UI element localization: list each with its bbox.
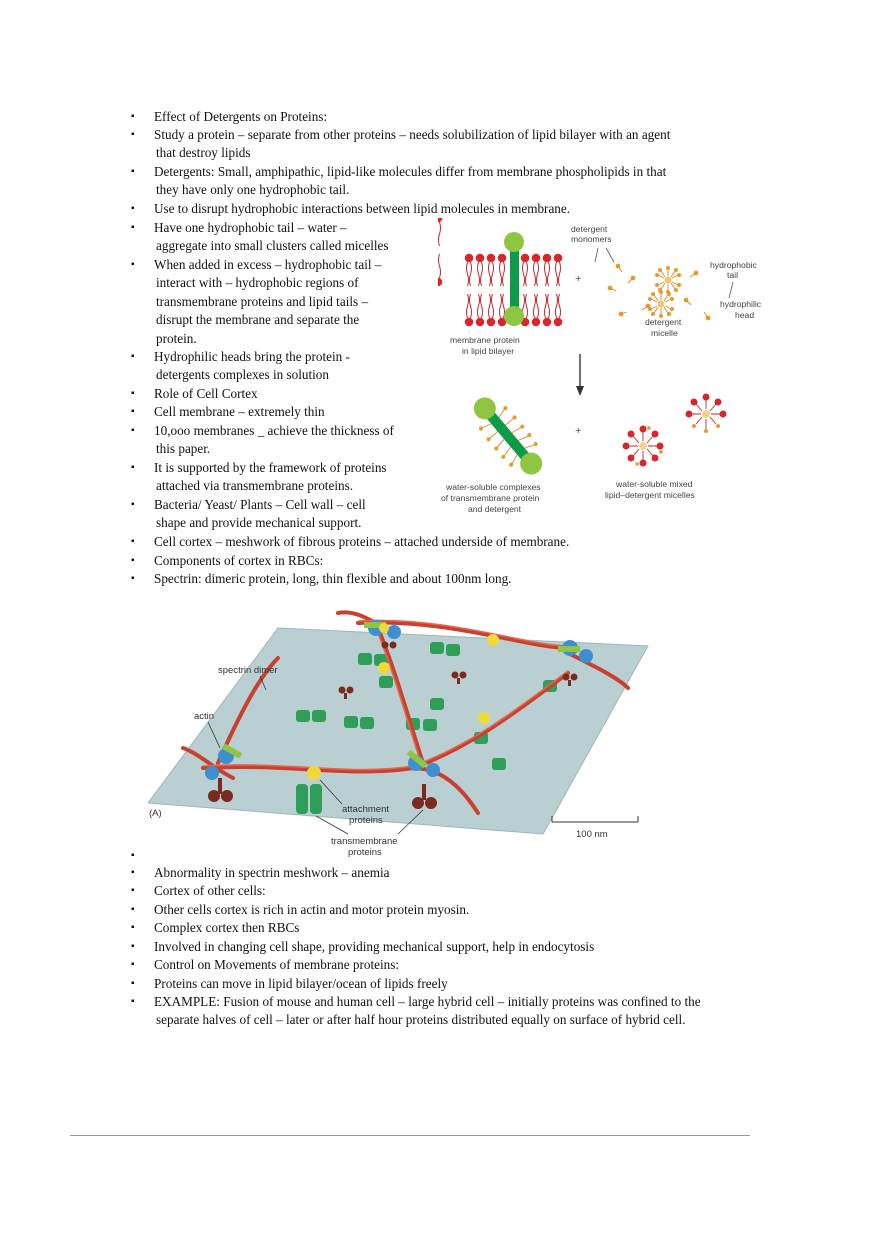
bullet-item	[131, 403, 441, 421]
bullet-text: Role of Cell Cortex	[154, 386, 258, 401]
bullet-item	[131, 163, 751, 200]
bullet-text-cont: this paper.	[156, 441, 211, 457]
bullet-marker: ▪	[131, 978, 135, 989]
bullet-text: It is supported by the framework of proteins	[154, 460, 387, 475]
bullet-item	[131, 422, 441, 459]
arrow-down-icon	[576, 354, 584, 396]
bullet-item	[131, 385, 441, 403]
bullet-text-cont: disrupt the membrane and separate the	[156, 312, 360, 328]
bullet-marker: ▪	[131, 259, 135, 270]
bullet-text-cont: attached via transmembrane proteins.	[156, 478, 354, 494]
label-attachment-proteins-2: proteins	[349, 815, 383, 826]
bullet-text: Spectrin: dimeric protein, long, thin flexible and about 100nm long.	[154, 571, 512, 586]
label-hydrophobic-tail: hydrophobic	[710, 260, 757, 270]
bullet-text: Bacteria/ Yeast/ Plants – Cell wall – cell	[154, 497, 366, 512]
label-complex-2: of transmembrane protein	[441, 493, 540, 503]
bullet-item	[131, 126, 751, 163]
bullet-marker: ▪	[131, 425, 135, 436]
label-hydrophilic-head: hydrophilic	[720, 299, 762, 309]
bullet-item	[131, 919, 751, 937]
bullet-text: Hydrophilic heads bring the protein -	[154, 349, 350, 364]
label-panel-a: (A)	[149, 808, 162, 819]
bullet-marker: ▪	[131, 941, 135, 952]
bullet-marker: ▪	[131, 850, 135, 861]
bullet-marker: ▪	[131, 406, 135, 417]
bullet-text: Involved in changing cell shape, providing mechanical support, help in endocytosis	[154, 939, 595, 954]
bullet-text: EXAMPLE: Fusion of mouse and human cell – large hybrid cell – initially proteins was confined to the	[154, 994, 701, 1009]
bullet-text: Detergents: Small, amphipathic, lipid-like molecules differ from membrane phospholipids in that	[154, 164, 667, 179]
label-hydrophilic-head-2: head	[735, 310, 755, 320]
bullet-text-cont: detergents complexes in solution	[156, 367, 329, 383]
bullet-text-cont: they have only one hydrophobic tail.	[156, 182, 350, 198]
detergent-figure	[438, 218, 780, 518]
footer-rule	[70, 1135, 750, 1136]
label-attachment-proteins: attachment	[342, 804, 389, 815]
label-membrane-protein-2: in lipid bilayer	[462, 346, 515, 356]
bullet-item	[131, 533, 751, 551]
label-detergent-monomers: detergent	[571, 224, 608, 234]
bullet-text: Use to disrupt hydrophobic interactions between lipid molecules in membrane.	[154, 201, 571, 216]
bullet-item	[131, 938, 751, 956]
bullet-item	[131, 956, 751, 974]
bullet-marker: ▪	[131, 222, 135, 233]
label-transmembrane-proteins: transmembrane	[331, 836, 398, 847]
spectrin-figure	[148, 598, 658, 860]
bullet-item	[131, 552, 751, 570]
bullet-item	[131, 108, 751, 126]
label-mixed-micelles: water-soluble mixed	[616, 479, 693, 489]
transmembrane-protein	[504, 232, 524, 326]
bullet-text: Complex cortex then RBCs	[154, 920, 300, 935]
bullet-marker: ▪	[131, 885, 135, 896]
bullet-marker: ▪	[131, 536, 135, 547]
bullet-item	[131, 348, 441, 385]
bullet-marker: ▪	[131, 573, 135, 584]
label-spectrin-dimer: spectrin dimer	[218, 665, 278, 676]
bullet-item	[131, 219, 441, 256]
bullet-text: Cell membrane – extremely thin	[154, 404, 325, 419]
bullet-text: Other cells cortex is rich in actin and motor protein myosin.	[154, 902, 470, 917]
label-actin: actin	[194, 711, 215, 722]
lipid-bilayer	[438, 218, 442, 286]
plus-sign: +	[575, 273, 582, 285]
bullet-text: 10,ooo membranes _ achieve the thickness of	[154, 423, 394, 438]
bullet-text: Control on Movements of membrane proteins:	[154, 957, 400, 972]
bullet-marker: ▪	[131, 203, 135, 214]
label-hydrophobic-tail-2: tail	[727, 270, 738, 280]
label-membrane-protein: membrane protein	[450, 335, 520, 345]
bullet-text: Components of cortex in RBCs:	[154, 553, 324, 568]
bullet-marker: ▪	[131, 959, 135, 970]
bullet-item	[131, 864, 751, 882]
bullet-marker: ▪	[131, 351, 135, 362]
label-complex-3: and detergent	[468, 504, 522, 514]
bullet-item	[131, 496, 441, 533]
bullet-marker: ▪	[131, 462, 135, 473]
mixed-micelle	[686, 394, 727, 434]
bullet-item	[131, 975, 751, 993]
bullet-item	[131, 901, 751, 919]
scale-bar	[552, 816, 638, 822]
bullet-item	[131, 459, 441, 496]
bullet-item	[131, 993, 751, 1030]
bullet-marker: ▪	[131, 904, 135, 915]
bullet-text: Cortex of other cells:	[154, 883, 266, 898]
bullet-text-cont: that destroy lipids	[156, 145, 251, 161]
bullet-text-cont: interact with – hydrophobic regions of	[156, 275, 359, 291]
bullet-marker: ▪	[131, 388, 135, 399]
label-mixed-micelles-2: lipid–detergent micelles	[605, 490, 695, 500]
bullet-text: Abnormality in spectrin meshwork – anemia	[154, 865, 390, 880]
bullet-text-cont: protein.	[156, 330, 197, 346]
bullet-item	[131, 882, 751, 900]
protein-detergent-complex	[463, 388, 553, 484]
mixed-micelle	[623, 426, 664, 467]
bullet-text: Cell cortex – meshwork of fibrous proteins – attached underside of membrane.	[154, 534, 570, 549]
bullet-marker: ▪	[131, 129, 135, 140]
label-detergent-micelle: detergent	[645, 317, 682, 327]
bullet-marker: ▪	[131, 166, 135, 177]
bullet-text-cont: aggregate into small clusters called micelles	[156, 238, 389, 254]
bullet-marker: ▪	[131, 111, 135, 122]
bullet-text: Proteins can move in lipid bilayer/ocean of lipids freely	[154, 976, 448, 991]
bullet-item	[131, 200, 751, 218]
bullet-marker: ▪	[131, 996, 135, 1007]
bullet-marker: ▪	[131, 867, 135, 878]
label-scale: 100 nm	[576, 829, 608, 840]
bullet-item	[131, 256, 441, 348]
bullet-text: Effect of Detergents on Proteins:	[154, 109, 328, 124]
label-complex: water-soluble complexes	[446, 482, 541, 492]
bullet-text-cont: separate halves of cell – later or after half hour proteins distributed equally on surface of hybrid cell.	[156, 1012, 686, 1028]
bullet-marker: ▪	[131, 555, 135, 566]
bullet-marker: ▪	[131, 922, 135, 933]
label-detergent-micelle-2: micelle	[651, 328, 678, 338]
bullet-text-cont: shape and provide mechanical support.	[156, 515, 362, 531]
label-transmembrane-proteins-2: proteins	[348, 847, 382, 858]
bullet-text: When added in excess – hydrophobic tail –	[154, 257, 382, 272]
membrane-plate	[148, 628, 648, 834]
bullet-item	[131, 570, 751, 588]
detergent-micelle	[655, 266, 681, 294]
plus-sign-2: +	[575, 425, 582, 437]
detergent-micelle	[648, 290, 674, 318]
bullet-text: Have one hydrophobic tail – water –	[154, 220, 347, 235]
label-detergent-monomers-2: monomers	[571, 234, 612, 244]
bullet-text-cont: transmembrane proteins and lipid tails –	[156, 293, 369, 309]
bullet-text: Study a protein – separate from other proteins – needs solubilization of lipid bilayer with an agent	[154, 127, 671, 142]
bullet-marker: ▪	[131, 499, 135, 510]
